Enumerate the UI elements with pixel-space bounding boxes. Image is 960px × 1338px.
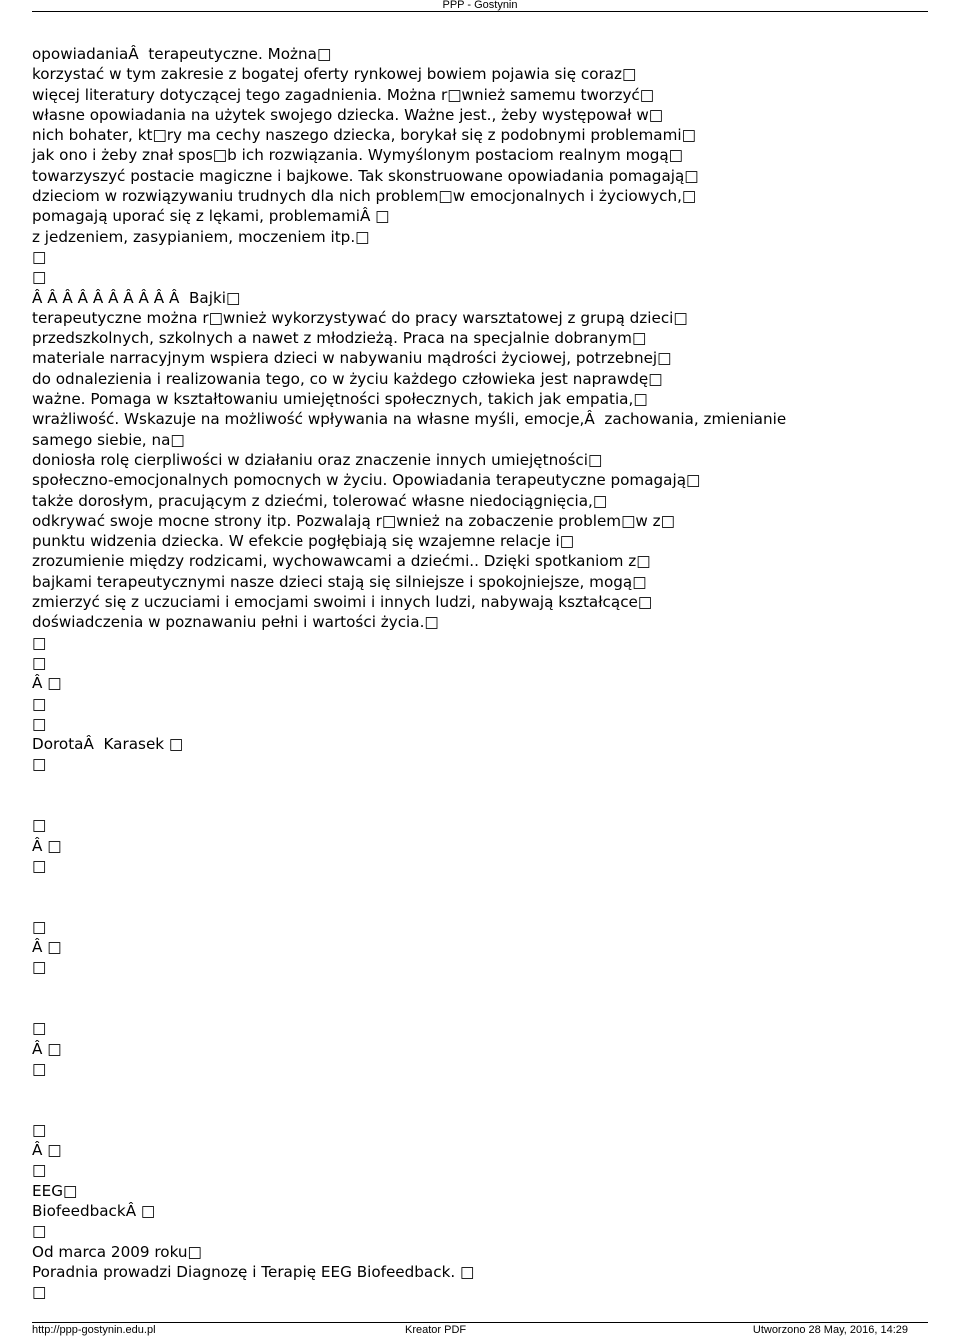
text-line: □ — [32, 816, 47, 835]
text-line — [32, 795, 928, 815]
page-footer — [32, 1324, 928, 1336]
text-line: zmierzyć się z uczuciami i emocjami swoimi i innych ludzi, nabywają kształcące□ — [32, 593, 653, 612]
text-line: punktu widzenia dziecka. W efekcie pogłębiają się wzajemne relacje i□ — [32, 532, 575, 551]
footer-divider — [32, 1322, 928, 1323]
text-line: □ — [32, 247, 47, 266]
text-line: Â □ — [32, 1141, 62, 1160]
text-line: □ — [32, 1019, 47, 1038]
text-line: do odnalezienia i realizowania tego, co w życiu każdego człowieka jest naprawdę□ — [32, 369, 663, 388]
text-line: Â □ — [32, 938, 62, 957]
text-line: □ — [32, 1161, 47, 1180]
text-line: pomagają uporać się z lękami, problemamiÂ □ — [32, 207, 390, 226]
text-line: materiale narracyjnym wspiera dzieci w nabywaniu mądrości życiowej, potrzebnej□ — [32, 349, 672, 368]
text-line: ważne. Pomaga w kształtowaniu umiejętności społecznych, takich jak empatia,□ — [32, 390, 648, 409]
text-line: Â □ — [32, 674, 62, 693]
text-line: Poradnia prowadzi Diagnozę i Terapię EEG Biofeedback. □ — [32, 1262, 475, 1281]
text-line: □ — [32, 268, 47, 287]
text-line — [32, 998, 928, 1018]
text-line: □ — [32, 755, 47, 774]
text-line: □ — [32, 694, 47, 713]
text-line: □ — [32, 917, 47, 936]
text-line: towarzyszyć postacie magiczne i bajkowe. Tak skonstruowane opowiadania pomagają□ — [32, 166, 699, 185]
text-line: nich bohater, kt□ry ma cechy naszego dziecka, borykał się z podobnymi problemami□ — [32, 126, 696, 145]
text-line: więcej literatury dotyczącej tego zagadnienia. Można r□wnież samemu tworzyć□ — [32, 85, 655, 104]
text-line — [32, 978, 928, 998]
text-line: także dorosłym, pracującym z dziećmi, tolerować własne niedociągnięcia,□ — [32, 491, 608, 510]
text-line: BiofeedbackÂ □ — [32, 1201, 156, 1220]
text-line: □ — [32, 714, 47, 733]
text-line: doniosła rolę cierpliwości w działaniu oraz znaczenie innych umiejętności□ — [32, 450, 603, 469]
text-line: □ — [32, 633, 47, 652]
text-line: doświadczenia w poznawaniu pełni i wartości życia.□ — [32, 613, 439, 632]
text-line — [32, 1079, 928, 1099]
text-line: Â Â Â Â Â Â Â Â Â Â Bajki□ — [32, 288, 241, 307]
text-line — [32, 1099, 928, 1119]
text-line: przedszkolnych, szkolnych a nawet z młodzieżą. Praca na specjalnie dobranym□ — [32, 329, 647, 348]
text-line: Od marca 2009 roku□ — [32, 1242, 202, 1261]
footer-url-link[interactable]: http://ppp-gostynin.edu.pl — [32, 1324, 156, 1336]
page-header-title: PPP - Gostynin — [442, 0, 518, 11]
text-line: bajkami terapeutycznymi nasze dzieci stają się silniejsze i spokojniejsze, mogą□ — [32, 572, 647, 591]
text-line: □ — [32, 1283, 47, 1302]
text-line: □ — [32, 856, 47, 875]
text-line: Â □ — [32, 1039, 62, 1058]
text-line: dzieciom w rozwiązywaniu trudnych dla nich problem□w emocjonalnych i życiowych,□ — [32, 187, 697, 206]
text-line: odkrywać swoje mocne strony itp. Pozwalają r□wnież na zobaczenie problem□w z□ — [32, 511, 676, 530]
text-line: z jedzeniem, zasypianiem, moczeniem itp.□ — [32, 227, 370, 246]
text-line: samego siebie, na□ — [32, 430, 185, 449]
text-line: □ — [32, 1059, 47, 1078]
text-line: DorotaÂ Karasek □ — [32, 735, 184, 754]
text-line: jak ono i żeby znał spos□b ich rozwiązania. Wymyślonym postaciom realnym mogą□ — [32, 146, 684, 165]
text-line — [32, 896, 928, 916]
text-line: korzystać w tym zakresie z bogatej oferty rynkowej bowiem pojawia się coraz□ — [32, 65, 637, 84]
text-line: □ — [32, 1120, 47, 1139]
text-line — [32, 775, 928, 795]
text-line: □ — [32, 653, 47, 672]
text-line: społeczno-emocjonalnych pomocnych w życiu. Opowiadania terapeutyczne pomagają□ — [32, 471, 701, 490]
header-divider — [32, 11, 928, 12]
text-line: terapeutyczne można r□wnież wykorzystywać do pracy warsztatowej z grupą dzieci□ — [32, 308, 688, 327]
footer-creator-label: Kreator PDF — [405, 1324, 467, 1336]
text-line — [32, 876, 928, 896]
text-line: wrażliwość. Wskazuje na możliwość wpływania na własne myśli, emocje,Â zachowania, zmienianie — [32, 410, 787, 429]
text-line: opowiadaniaÂ terapeutyczne. Można□ — [32, 45, 332, 63]
document-body — [32, 44, 928, 1302]
text-line: □ — [32, 1222, 47, 1241]
text-line: Â □ — [32, 836, 62, 855]
text-line: EEG□ — [32, 1181, 78, 1200]
text-line: własne opowiadania na użytek swojego dziecka. Ważne jest., żeby występował w□ — [32, 105, 664, 124]
text-line: □ — [32, 958, 47, 977]
footer-created-timestamp: Utworzono 28 May, 2016, 14:29 — [752, 1324, 908, 1336]
text-line: zrozumienie między rodzicami, wychowawcami a dziećmi.. Dzięki spotkaniom z□ — [32, 552, 651, 571]
